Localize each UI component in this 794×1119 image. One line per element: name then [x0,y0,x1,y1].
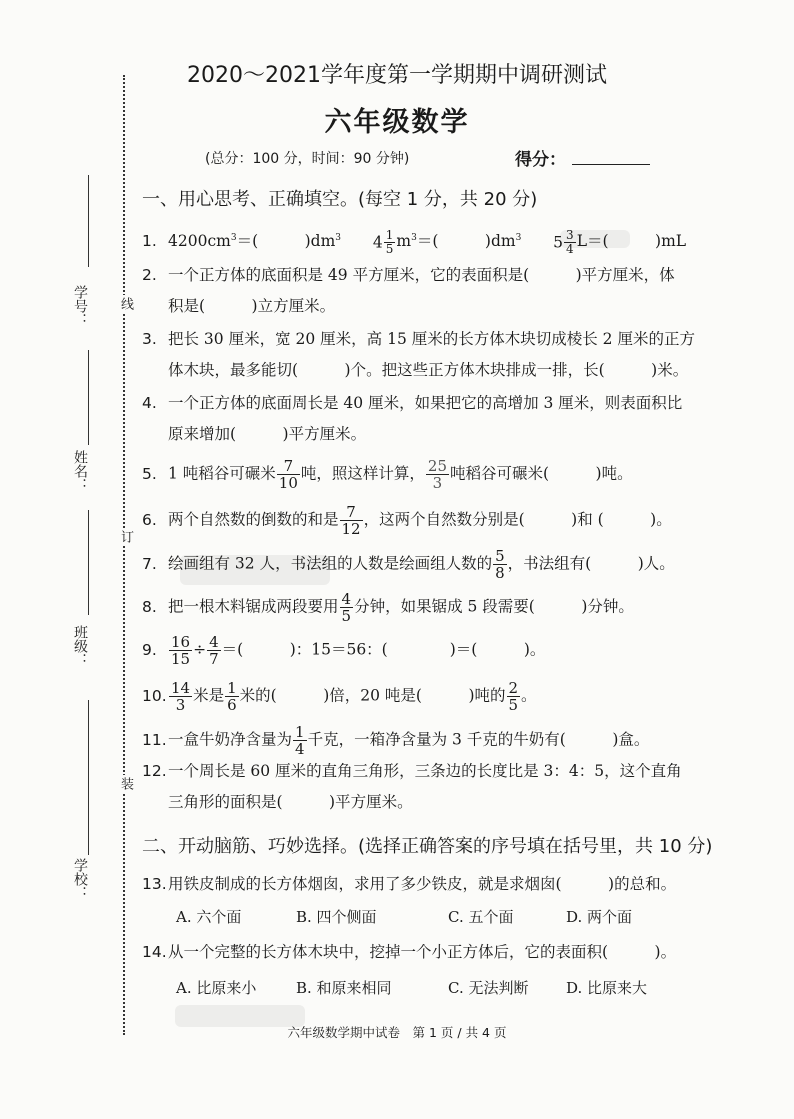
score-label: 得分： [515,150,566,170]
q13-option-c[interactable]: C. 五个面 [448,908,514,926]
mixed-fraction: 5 $\frac{3}{4}$ [553,227,574,256]
school-label: 学校： [72,858,88,900]
question-2: 2. 一个正方体的底面积是 49 平方厘米，它的表面积是( )平方厘米，体 [142,266,675,284]
exam-info: (总分：100 分，时间：90 分钟) [205,151,410,167]
q13-option-b[interactable]: B. 四个侧面 [296,908,377,926]
exam-title: 2020～2021学年度第一学期期中调研测试 [187,63,607,88]
section2-heading: 二、开动脑筋、巧妙选择。(选择正确答案的序号填在括号里，共 10 分) [142,836,713,857]
cut-mark-bind: 订 [118,530,133,543]
question-14: 14.从一个完整的长方体木块中，挖掉一个小正方体后，它的表面积( )。 [142,943,677,961]
q14-option-a[interactable]: A. 比原来小 [176,979,257,997]
name-label: 姓名： [72,450,88,492]
question-3-cont: 体木块，最多能切( )个。把这些正方体木块排成一排，长( )米。 [168,361,689,379]
question-4-cont: 原来增加( )平方厘米。 [168,425,367,443]
cut-dotted-line [123,75,125,1035]
section1-heading: 一、用心思考、正确填空。(每空 1 分，共 20 分) [142,189,538,210]
question-10: 10. $\frac{14}{3}$ 米是 $\frac{1}{6}$ 米的( )倍，20 吨是( )吨的 $\frac{2}{5}$ 。 [142,679,537,714]
q13-option-d[interactable]: D. 两个面 [566,908,633,926]
exam-subtitle: 六年级数学 [324,107,470,138]
question-2-cont: 积是( )立方厘米。 [168,297,336,315]
question-6: 6. 两个自然数的倒数的和是 $\frac{7}{12}$ ，这两个自然数分别是( )和 ( )。 [142,503,672,538]
score-blank[interactable] [572,150,650,165]
mixed-fraction: 4 $\frac{1}{5}$ [372,227,394,256]
binding-margin [0,0,133,1119]
cut-mark-line: 线 [118,297,133,310]
q14-option-c[interactable]: C. 无法判断 [448,979,529,997]
name-line[interactable] [88,350,89,445]
question-8: 8. 把一根木料锯成两段要用 $\frac{4}{5}$ 分钟，如果锯成 5 段需要( )分钟。 [142,590,634,625]
question-1: 1. $4200cm^3=$( )$dm^3$ 4 $\frac{1}{5}$ $m^3=$( )$dm^3$ 5 $\frac{3}{4}$ L＝( )mL [142,227,687,256]
question-5: 5. 1 吨稻谷可碾米 $\frac{7}{10}$ 吨，照这样计算， $\frac{25}{3}$ 吨稻谷可碾米( )吨。 [142,457,633,492]
question-7: 7. 绘画组有 32 人，书法组的人数是绘画组人数的 $\frac{5}{8}$ ，书法组有( )人。 [142,547,675,582]
student-id-label: 学号： [72,285,88,327]
question-13: 13.用铁皮制成的长方体烟囱，求用了多少铁皮，就是求烟囱( )的总和。 [142,875,677,893]
question-11: 11.一盒牛奶净含量为 $\frac{1}{4}$ 千克，一箱净含量为 3 千克的牛奶有( )盒。 [142,723,650,758]
question-number: 1. [142,232,157,251]
question-9: 9. $\frac{16}{15}$ ÷ $\frac{4}{7}$ ＝( )：15＝56：( )＝( )。 [142,633,546,668]
student-id-line[interactable] [88,175,89,267]
q13-option-a[interactable]: A. 六个面 [176,908,242,926]
school-line[interactable] [88,700,89,855]
page-footer: 六年级数学期中试卷 第 1 页 / 共 4 页 [287,1025,507,1040]
question-12-cont: 三角形的面积是( )平方厘米。 [168,793,413,811]
score-field [515,145,650,170]
class-label: 班级： [72,625,88,667]
question-4: 4. 一个正方体的底面周长是 40 厘米，如果把它的高增加 3 厘米，则表面积比 [142,394,683,412]
question-12: 12.一个周长是 60 厘米的直角三角形，三条边的长度比是 3：4：5，这个直角 [142,762,682,780]
class-line[interactable] [88,510,89,615]
cut-mark-seal: 装 [118,777,133,790]
question-3: 3. 把长 30 厘米，宽 20 厘米，高 15 厘米的长方体木块切成棱长 2 厘米的正方 [142,330,695,348]
q14-option-b[interactable]: B. 和原来相同 [296,979,392,997]
q14-option-d[interactable]: D. 比原来大 [566,979,648,997]
